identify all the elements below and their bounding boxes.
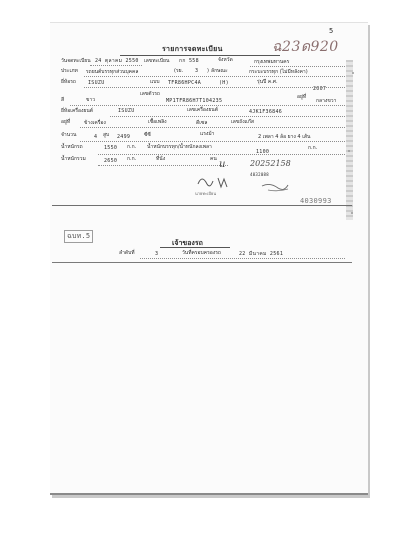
scan-speck [352, 72, 354, 74]
model-year-label: รุ่นปี ค.ศ. [257, 79, 278, 85]
owner-order-label: ลำดับที่ [119, 250, 135, 256]
dotted-rule [84, 76, 345, 77]
engine-pos-value: ข้างเครื่อง [84, 120, 106, 126]
model-year-value: 2007 [313, 86, 327, 92]
dotted-rule [250, 66, 345, 67]
load-weight-unit: ก.ก. [308, 145, 318, 151]
plate-label: เลขทะเบียน [144, 58, 170, 64]
owner-order-value: 3 [155, 251, 159, 257]
fuel-label: เชื้อเพลิง [148, 119, 167, 125]
dotted-rule [70, 105, 345, 106]
dotted-rule [90, 65, 142, 66]
registrar-signature-block [190, 160, 340, 202]
brand-label: ยี่ห้อรถ [61, 79, 76, 85]
chassis-pos-value: กลางขวา [316, 98, 337, 104]
axle-tire-value: 2 เพลา 4 ล้อ ยาง 4 เส้น [258, 134, 311, 140]
cylinders-unit: สูบ [103, 132, 110, 138]
possession-date-label: วันที่ครอบครองรถ [182, 250, 221, 256]
character-value: กระบะบรรทุก (ไม่มีหลังคา) [249, 69, 308, 75]
model-label: แบบ [150, 79, 160, 85]
chassis-pos-label: อยู่ที่ [297, 94, 307, 100]
plate-value: กก 558 [179, 58, 199, 64]
title-underline [120, 55, 280, 56]
engine-brand-label: ยี่ห้อเครื่องยนต์ [61, 108, 94, 114]
engine-number-value: 4JK1F36846 [249, 109, 283, 115]
total-weight-unit: ก.ก. [127, 156, 137, 162]
chassis-value: MP1TFR86H7T104235 [166, 98, 223, 104]
type-label: ประเภท [61, 68, 78, 74]
load-weight-value: 1100 [256, 149, 270, 155]
signature-small-text-1: 4032088 [250, 172, 269, 177]
dotted-rule [80, 127, 345, 128]
dotted-rule [84, 87, 345, 88]
engine-cc-value: 2499 [117, 134, 131, 140]
handwritten-reference-number: ฉ23ด920 [272, 39, 339, 55]
cylinders-value: 4 [94, 134, 98, 140]
engine-pos-label: อยู่ที่ [61, 119, 71, 125]
total-weight-label: น้ำหนักรวม [61, 156, 86, 162]
type-code-close: ) [207, 68, 209, 74]
registration-date-label: วันจดทะเบียน [61, 58, 91, 64]
load-weight-label: น้ำหนักบรรทุก/น้ำหนักลงเพลา [147, 144, 212, 150]
type-code-value: 3 [195, 68, 199, 74]
document-stamp: ฉบท.5 [64, 230, 93, 243]
engine-number-label: เลขเครื่องยนต์ [187, 107, 218, 113]
province-value: กรุงเทพมหานคร [254, 59, 290, 65]
scan-speck [348, 150, 350, 152]
seats-label: ที่นั่ง [156, 156, 166, 162]
seats-unit: คน [210, 156, 217, 162]
type-value: รถยนต์บรรทุกส่วนบุคคล [86, 69, 139, 75]
horsepower-label: แรงม้า [200, 131, 215, 137]
possession-date-value: 22 มีนาคม 2561 [239, 251, 284, 257]
partial-number: 4030993 [300, 197, 332, 205]
section-bottom-rule [52, 262, 352, 263]
signature-handwritten-number: 20252158 [250, 159, 291, 168]
signature-scribble-text: u [219, 159, 226, 170]
scanner-edge-mark [346, 60, 353, 220]
model-value: TFR86HPC4A [168, 80, 202, 86]
brand-value: ISUZU [88, 80, 105, 86]
province-label: จังหวัด [218, 57, 233, 63]
chassis-label: เลขตัวรถ [140, 91, 160, 97]
dotted-rule [80, 141, 345, 142]
owner-heading-underline [160, 247, 230, 248]
engine-cc-unit: ซีซี [144, 132, 151, 138]
cylinders-label: จำนวน [61, 132, 77, 138]
dotted-rule [110, 116, 345, 117]
signature-small-text-2: นายทะเบียน [195, 191, 217, 196]
scan-speck [351, 212, 353, 214]
vehicle-weight-label: น้ำหนักรถ [61, 144, 83, 150]
page-number: 5 [329, 27, 334, 35]
dotted-rule [140, 258, 345, 259]
vehicle-weight-value: 1550 [104, 145, 118, 151]
section-separator [52, 205, 352, 206]
total-weight-value: 2650 [104, 158, 118, 164]
type-code-label: (รย. [174, 68, 184, 74]
color-value: ขาว [86, 97, 96, 103]
fuel-value: ดีเซล [196, 120, 208, 126]
color-label: สี [61, 97, 65, 103]
vehicle-weight-unit: ก.ก. [127, 144, 137, 150]
registration-date-value: 24 ตุลาคม 2550 [95, 58, 139, 64]
dotted-rule [98, 154, 345, 155]
engine-brand-value: ISUZU [118, 108, 135, 114]
model-suffix: (H) [219, 80, 229, 86]
document-title: รายการจดทะเบียน [162, 45, 223, 53]
owner-section-heading: เจ้าของรถ [172, 239, 203, 247]
gas-tank-label: เลขถังแก๊ส [231, 119, 254, 125]
character-label: ลักษณะ [211, 68, 228, 74]
